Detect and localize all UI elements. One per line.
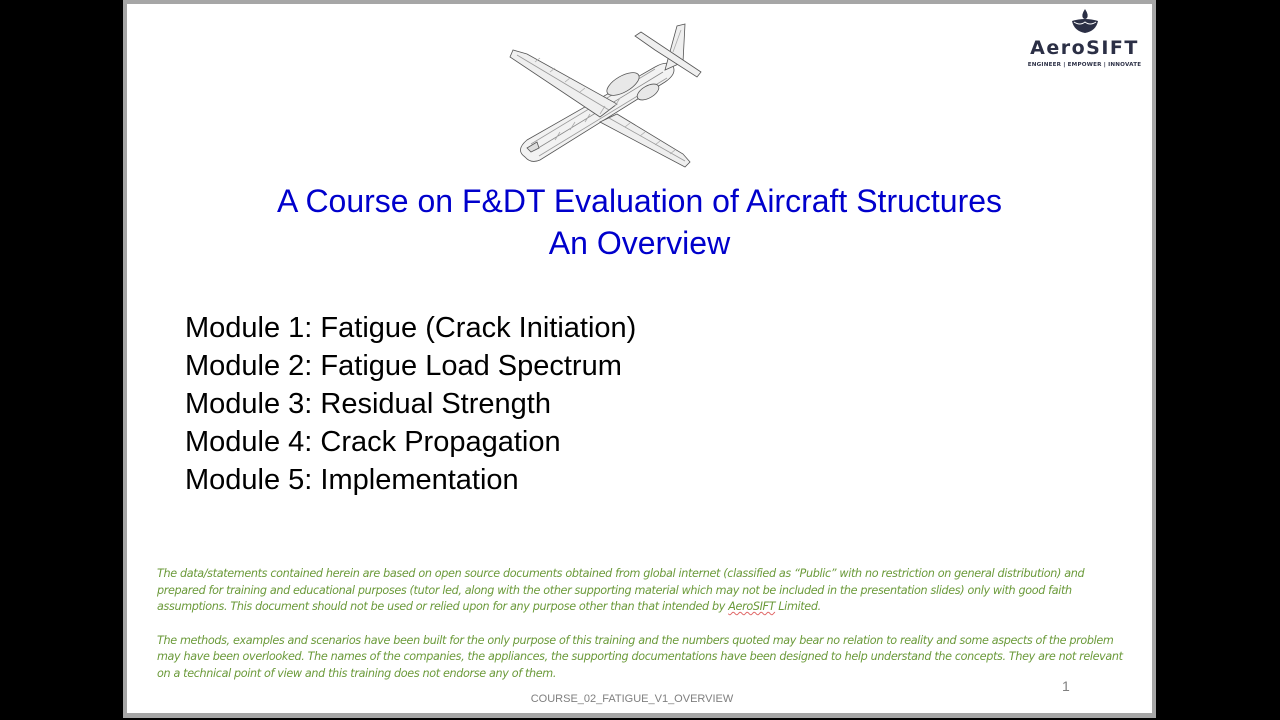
disclaimer-text: The data/statements contained herein are based on open source documents obtained from global internet (classified as “Public” with no restriction on general distribution) and prepared for training and educational purposes (tutor led, along with the other supporting material which may not be included in the presentation slides) only with good faith assumptions. This document should not be used or relied upon for any purpose other than that intended by	[157, 567, 1085, 613]
title-line-1: A Course on F&DT Evaluation of Aircraft Structures	[276, 183, 1003, 219]
diya-lamp-icon	[1070, 9, 1100, 35]
module-list	[185, 309, 636, 499]
disclaimer	[157, 566, 1132, 682]
module-item: Module 2: Fatigue Load Spectrum	[185, 350, 622, 382]
title-line-2: An Overview	[548, 225, 731, 261]
slide	[127, 4, 1152, 713]
module-item: Module 5: Implementation	[185, 464, 519, 496]
logo-tagline: ENGINEER | EMPOWER | INNOVATE	[1027, 62, 1142, 68]
module-item: Module 1: Fatigue (Crack Initiation)	[185, 312, 637, 344]
module-item: Module 4: Crack Propagation	[185, 426, 561, 458]
logo-name: AeroSIFT	[1030, 37, 1139, 59]
disclaimer-paragraph-2: The methods, examples and scenarios have been built for the only purpose of this training and the numbers quoted may bear no relation to reality and some aspects of the problem may have been overlooked. The names of the companies, the appliances, the supporting documentations have been designed to help understand the concepts. They are not relevant on a technical point of view and this training does not endorse any of them.	[157, 633, 1123, 680]
slide-footer: COURSE_02_FATIGUE_V1_OVERVIEW	[530, 693, 734, 705]
module-item: Module 3: Residual Strength	[185, 388, 551, 420]
aerosift-logo	[1017, 9, 1152, 89]
brand-name: AeroSIFT	[728, 600, 776, 613]
disclaimer-paragraph-1	[157, 566, 1132, 616]
page-number: 1	[1062, 678, 1070, 694]
slide-title	[127, 180, 1152, 264]
aircraft-wireframe-icon	[505, 22, 705, 172]
disclaimer-text: Limited.	[775, 600, 821, 613]
